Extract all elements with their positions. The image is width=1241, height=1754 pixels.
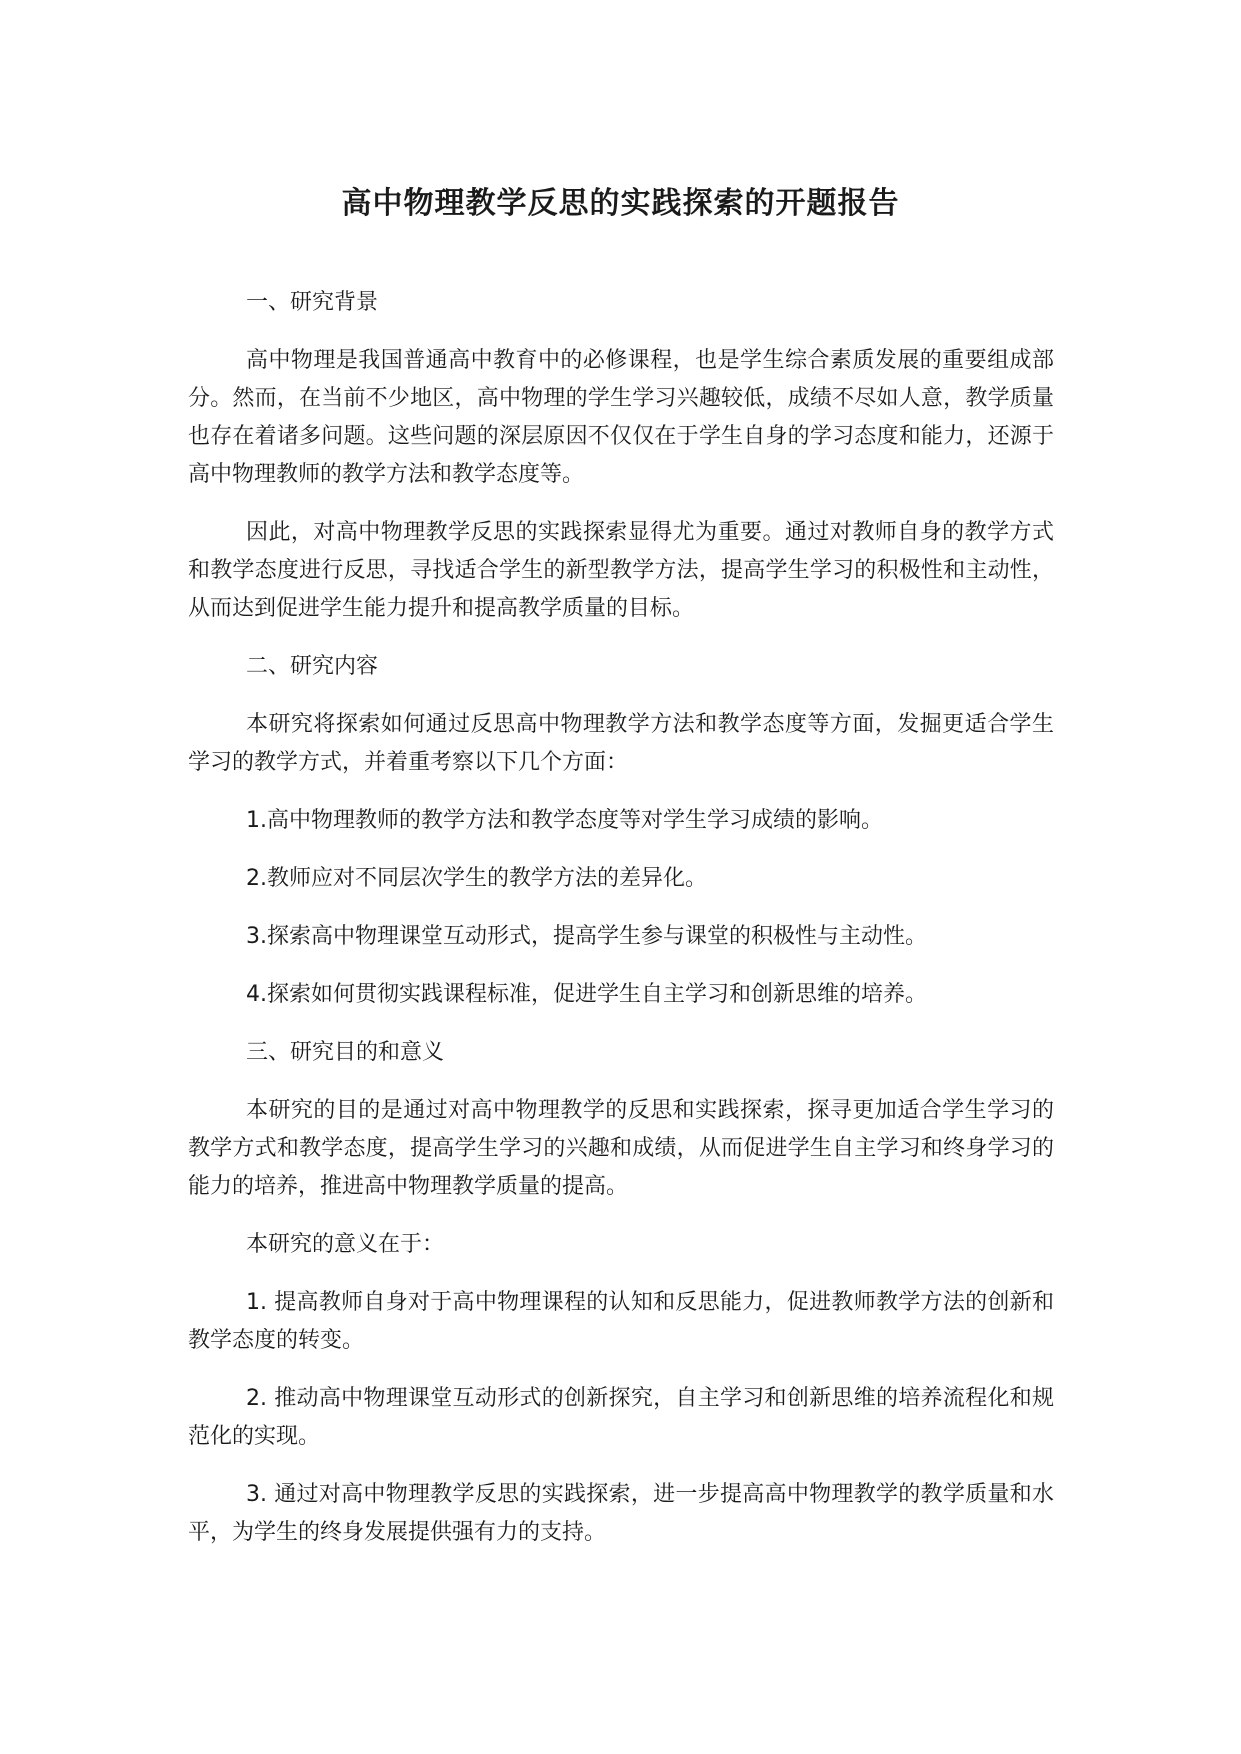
list-item: 2.教师应对不同层次学生的教学方法的差异化。 [246,866,707,891]
section-heading-purpose: 三、研究目的和意义 [246,1040,445,1065]
list-item: 4.探索如何贯彻实践课程标准，促进学生自主学习和创新思维的培养。 [246,982,927,1007]
paragraph: 本研究的目的是通过对高中物理教学的反思和实践探索，探寻更加适合学生学习的教学方式和教学态度，提高学生学习的兴趣和成绩，从而促进学生自主学习和终身学习的能力的培养，推进高中物理教学质量的提高。 [188,1098,1054,1199]
paragraph: 高中物理是我国普通高中教育中的必修课程，也是学生综合素质发展的重要组成部分。然而，在当前不少地区，高中物理的学生学习兴趣较低，成绩不尽如人意，教学质量也存在着诸多问题。这些问题的深层原因不仅仅在于学生自身的学习态度和能力，还源于高中物理教师的教学方法和教学态度等。 [188,348,1054,487]
document-title: 高中物理教学反思的实践探索的开题报告 [341,186,900,221]
section-heading-content: 二、研究内容 [246,654,379,679]
paragraph: 因此，对高中物理教学反思的实践探索显得尤为重要。通过对教师自身的教学方式和教学态度进行反思，寻找适合学生的新型教学方法，提高学生学习的积极性和主动性，从而达到促进学生能力提升和提高教学质量的目标。 [188,520,1054,621]
list-item: 3.探索高中物理课堂互动形式，提高学生参与课堂的积极性与主动性。 [246,924,927,949]
document-body [188,284,1054,1572]
section-heading-background: 一、研究背景 [246,290,379,315]
list-item: 1. 提高教师自身对于高中物理课程的认知和反思能力，促进教师教学方法的创新和教学态度的转变。 [188,1290,1054,1353]
paragraph: 本研究将探索如何通过反思高中物理教学方法和教学态度等方面，发掘更适合学生学习的教学方式，并着重考察以下几个方面： [188,712,1054,775]
list-item: 1.高中物理教师的教学方法和教学态度等对学生学习成绩的影响。 [246,808,883,833]
paragraph: 本研究的意义在于： [246,1232,445,1257]
list-item: 3. 通过对高中物理教学反思的实践探索，进一步提高高中物理教学的教学质量和水平，为学生的终身发展提供强有力的支持。 [188,1482,1054,1545]
list-item: 2. 推动高中物理课堂互动形式的创新探究，自主学习和创新思维的培养流程化和规范化的实现。 [188,1386,1054,1449]
